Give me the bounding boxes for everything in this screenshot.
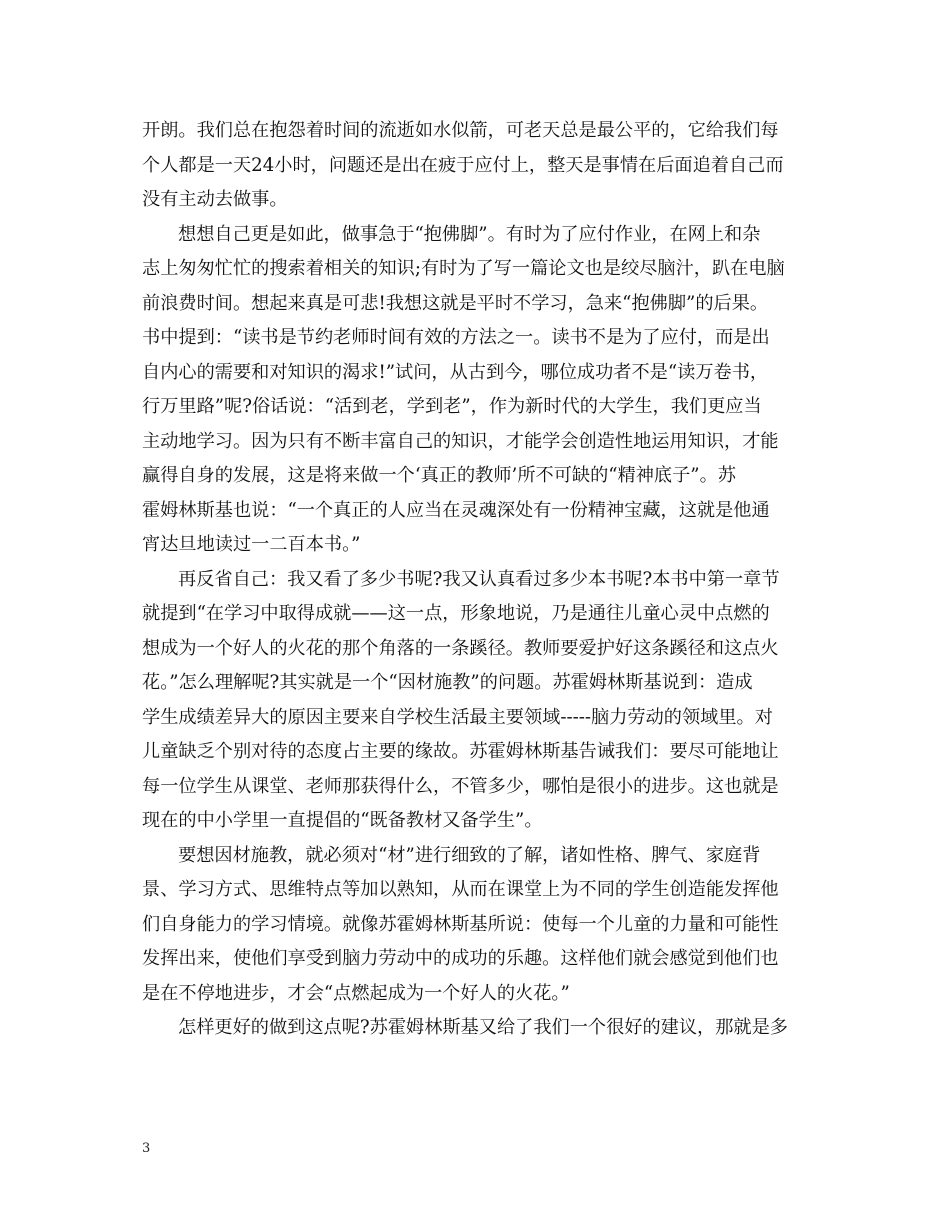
text-line: 儿童缺乏个别对待的态度占主要的缘故。苏霍姆林斯基告诫我们：要尽可能地让 [142, 741, 779, 762]
body-text [142, 114, 816, 1046]
text-line: 学生成绩差异大的原因主要来自学校生活最主要领域-----脑力劳动的领域里。对 [142, 706, 773, 728]
text-line: 们自身能力的学习情境。就像苏霍姆林斯基所说：使每一个儿童的力量和可能性 [142, 913, 779, 935]
text-line: 景、学习方式、思维特点等加以熟知，从而在课堂上为不同的学生创造能发挥他 [142, 879, 779, 900]
text-line: 赢得自身的发展，这是将来做一个‘真正的教师’所不可缺的“精神底子”。苏 [142, 465, 736, 486]
text-line: 是在不停地进步，才会“点燃起成为一个好人的火花。” [142, 982, 570, 1004]
text-line: 行万里路”呢?俗话说：“活到老，学到老”，作为新时代的大学生，我们更应当 [142, 396, 762, 417]
text-line: 没有主动去做事。 [142, 189, 288, 210]
text-line: 现在的中小学里一直提倡的“既备教材又备学生”。 [142, 810, 543, 831]
page-number: 3 [142, 1141, 151, 1156]
text-line: 自内心的需要和对知识的渴求!”试问，从古到今，哪位成功者不是“读万卷书， [142, 361, 769, 383]
text-line: 霍姆林斯基也说：“一个真正的人应当在灵魂深处有一份精神宝藏，这就是他通 [142, 499, 770, 521]
paragraph-first-line: 再反省自己：我又看了多少书呢?我又认真看过多少本书呢?本书中第一章节 [178, 568, 780, 590]
paragraph-first-line: 想想自己更是如此，做事急于“抱佛脚”。有时为了应付作业，在网上和杂 [178, 223, 761, 245]
text-line: 花。”怎么理解呢?其实就是一个“因材施教”的问题。苏霍姆林斯基说到：造成 [142, 672, 753, 693]
text-line: 书中提到：“读书是节约老师时间有效的方法之一。读书不是为了应付，而是出 [142, 327, 770, 348]
text-line: 开朗。我们总在抱怨着时间的流逝如水似箭，可老天总是最公平的，它给我们每 [142, 120, 779, 141]
text-line: 每一位学生从课堂、老师那获得什么，不管多少，哪怕是很小的进步。这也就是 [142, 775, 779, 797]
paragraph-first-line: 要想因材施教，就必须对“材”进行细致的了解，诸如性格、脾气、家庭背 [178, 844, 761, 866]
text-line: 就提到“在学习中取得成就——这一点，形象地说，乃是通往儿童心灵中点燃的 [142, 603, 770, 624]
text-line: 发挥出来，使他们享受到脑力劳动中的成功的乐趣。这样他们就会感觉到他们也 [142, 948, 779, 969]
text-line: 想成为一个好人的火花的那个角落的一条蹊径。教师要爱护好这条蹊径和这点火 [142, 637, 779, 659]
text-line: 个人都是一天24小时，问题还是出在疲于应付上，整天是事情在后面追着自己而 [142, 154, 784, 176]
text-line: 宵达旦地读过一二百本书。” [142, 534, 361, 555]
text-line: 志上匆匆忙忙的搜索着相关的知识;有时为了写一篇论文也是绞尽脑汁，趴在电脑 [142, 258, 785, 279]
text-line: 主动地学习。因为只有不断丰富自己的知识，才能学会创造性地运用知识，才能 [142, 430, 779, 452]
paragraph-first-line: 怎样更好的做到这点呢?苏霍姆林斯基又给了我们一个很好的建议，那就是多 [178, 1017, 788, 1038]
text-line: 前浪费时间。想起来真是可悲!我想这就是平时不学习，急来“抱佛脚”的后果。 [142, 292, 769, 314]
